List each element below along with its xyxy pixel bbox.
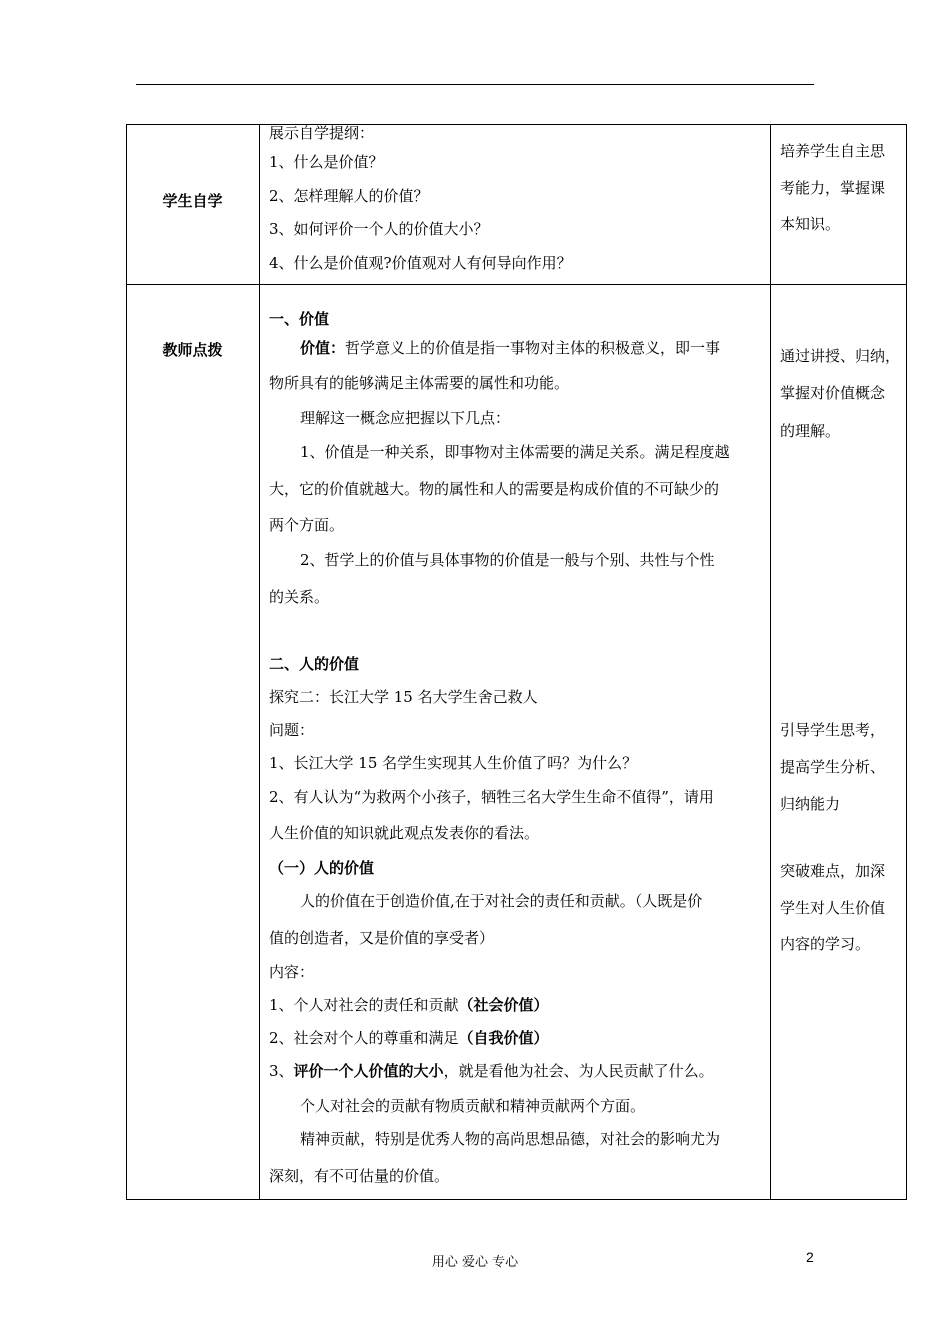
question-item: 1、长江大学 15 名学生实现其人生价值了吗？为什么？ <box>269 754 638 772</box>
paragraph-line: 探究二：长江大学 15 名大学生舍己救人 <box>269 688 538 706</box>
design-note: 归纳能力 <box>780 795 841 813</box>
design-note: 内容的学习。 <box>780 935 871 953</box>
paragraph-line: 内容： <box>269 963 315 981</box>
outline-heading: 展示自学提纲： <box>269 124 375 142</box>
design-note: 掌握对价值概念 <box>780 384 886 402</box>
paragraph-line: 物所具有的能够满足主体需要的属性和功能。 <box>269 374 570 392</box>
paragraph-line: 2、哲学上的价值与具体事物的价值是一般与个别、共性与个性 <box>300 551 715 569</box>
outline-item: 4、什么是价值观?价值观对人有何导向作用？ <box>269 254 572 272</box>
design-note: 提高学生分析、 <box>780 758 886 776</box>
design-note: 学生对人生价值 <box>780 899 886 917</box>
paragraph-line: 大，它的价值就越大。物的属性和人的需要是构成价值的不可缺少的 <box>269 480 720 498</box>
design-note: 突破难点，加深 <box>780 862 886 880</box>
design-note: 的理解。 <box>780 422 841 440</box>
paragraph-line: 的关系。 <box>269 588 330 606</box>
design-note: 引导学生思考， <box>780 721 886 739</box>
design-note: 培养学生自主思 <box>780 142 886 160</box>
row-label-teacher-guidance: 教师点拨 <box>162 341 223 359</box>
paragraph-line: 精神贡献，特别是优秀人物的高尚思想品德，对社会的影响尤为 <box>300 1130 721 1148</box>
definition-line <box>300 339 720 357</box>
content-item <box>269 996 549 1014</box>
row-label-student-self-study: 学生自学 <box>162 192 223 210</box>
paragraph-line: 1、价值是一种关系，即事物对主体需要的满足关系。满足程度越 <box>300 443 730 461</box>
content-emphasis: （自我价值） <box>458 1029 549 1047</box>
section-heading: 二、人的价值 <box>269 655 360 673</box>
outline-item: 2、怎样理解人的价值？ <box>269 187 429 205</box>
subsection-heading: （一）人的价值 <box>269 859 375 877</box>
table-column-divider <box>770 124 771 1200</box>
outline-item: 1、什么是价值？ <box>269 153 384 171</box>
content-text: 1、个人对社会的责任和贡献 <box>269 996 459 1014</box>
content-emphasis: （社会价值） <box>458 996 549 1014</box>
paragraph-line: 值的创造者，又是价值的享受者） <box>269 929 495 947</box>
question-item: 2、有人认为“为救两个小孩子，牺牲三名大学生生命不值得”，请用 <box>269 788 714 806</box>
table-column-divider <box>259 124 260 1200</box>
question-item: 人生价值的知识就此观点发表你的看法。 <box>269 824 540 842</box>
content-emphasis: 评价一个人价值的大小 <box>293 1062 444 1080</box>
paragraph-line: 理解这一概念应把握以下几点： <box>300 409 511 427</box>
outline-item: 3、如何评价一个人的价值大小？ <box>269 220 489 238</box>
paragraph-line: 问题： <box>269 721 315 739</box>
design-note: 本知识。 <box>780 215 841 233</box>
header-rule <box>136 84 814 85</box>
paragraph-line: 深刻，有不可估量的价值。 <box>269 1167 450 1185</box>
paragraph-line: 人的价值在于创造价值,在于对社会的责任和贡献。（人既是价 <box>300 892 703 910</box>
definition-term: 价值： <box>300 339 346 357</box>
content-text: 3、 <box>269 1062 294 1080</box>
definition-text: 哲学意义上的价值是指一事物对主体的积极意义，即一事 <box>345 339 721 357</box>
table-row-divider <box>126 284 907 285</box>
content-text: 2、社会对个人的尊重和满足 <box>269 1029 459 1047</box>
page-number: 2 <box>806 1249 814 1265</box>
design-note: 通过讲授、归纳， <box>780 347 901 365</box>
section-heading: 一、价值 <box>269 310 330 328</box>
content-item <box>269 1029 549 1047</box>
content-text: ，就是看他为社会、为人民贡献了什么。 <box>443 1062 714 1080</box>
content-item <box>269 1062 714 1080</box>
footer-motto: 用心 爱心 专心 <box>431 1255 519 1270</box>
paragraph-line: 个人对社会的贡献有物质贡献和精神贡献两个方面。 <box>300 1097 646 1115</box>
paragraph-line: 两个方面。 <box>269 516 345 534</box>
design-note: 考能力，掌握课 <box>780 179 886 197</box>
